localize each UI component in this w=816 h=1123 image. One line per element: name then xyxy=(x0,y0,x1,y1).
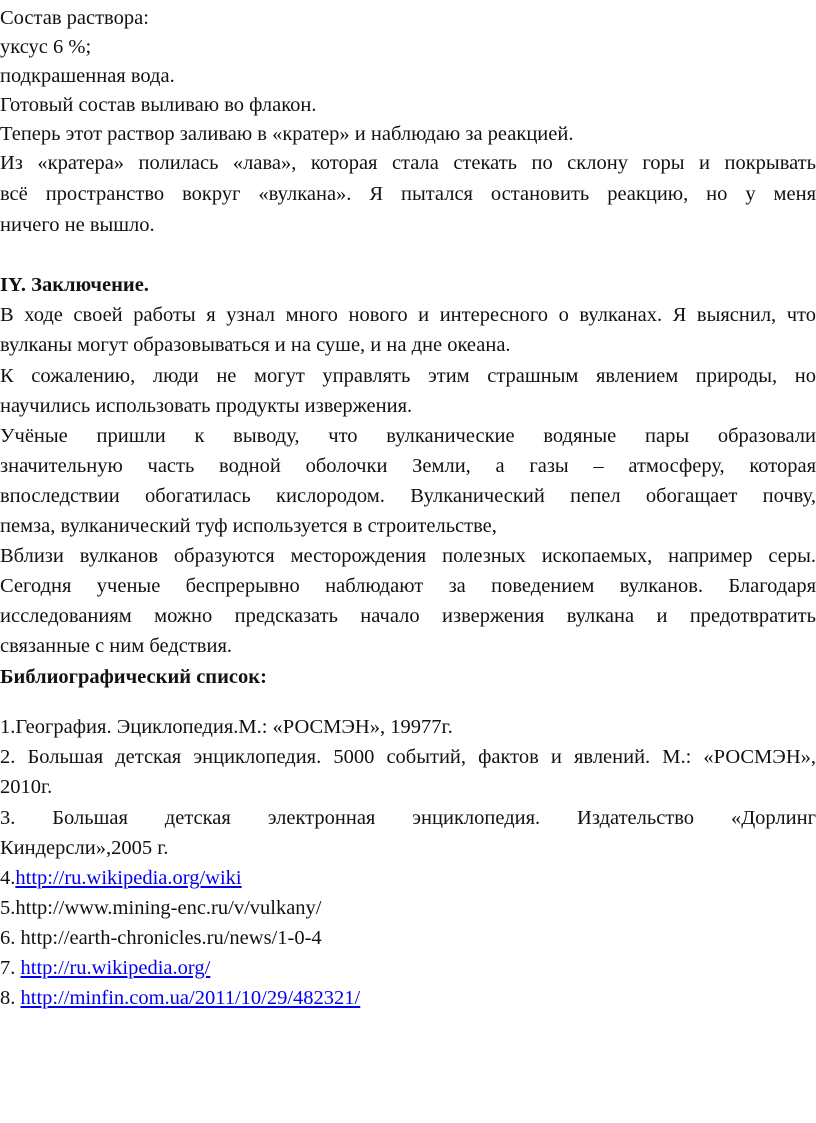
bibliography-item-2-line-2: 2010г. xyxy=(0,776,53,798)
bibliography-item-3-line-2: Киндерсли»,2005 г. xyxy=(0,837,169,859)
conclusion-p3-line-1: Учёные пришли к выводу, что вулканические водяные пары образовали xyxy=(0,425,816,447)
step-lava-line-3: ничего не вышло. xyxy=(0,214,155,236)
composition-heading: Состав раствора: xyxy=(0,7,149,29)
conclusion-p1-line-1: В ходе своей работы я узнал много нового и интересного о вулканах. Я выяснил, что xyxy=(0,304,816,326)
bibliography-item-2-line-1: 2. Большая детская энциклопедия. 5000 событий, фактов и явлений. М.: «РОСМЭН», xyxy=(0,746,816,768)
bibliography-item-8 xyxy=(0,984,816,1013)
conclusion-p3-line-3: впоследствии обогатилась кислородом. Вулканический пепел обогащает почву, xyxy=(0,485,816,507)
bibliography-item-8-number: 8. xyxy=(0,987,21,1009)
conclusion-p5-line-2: исследованиям можно предсказать начало извержения вулкана и предотвратить xyxy=(0,605,816,627)
minfin-link[interactable]: http://minfin.com.ua/2011/10/29/482321/ xyxy=(20,987,361,1009)
bibliography-item-6: 6. http://earth-chronicles.ru/news/1-0-4 xyxy=(0,927,322,949)
bibliography-item-4-number: 4. xyxy=(0,867,16,889)
bibliography-heading: Библиографический список: xyxy=(0,666,267,688)
conclusion-p5-line-3: связанные с ним бедствия. xyxy=(0,635,233,657)
ingredient-colored-water: подкрашенная вода. xyxy=(0,65,175,87)
bibliography-item-3-line-1: 3. Большая детская электронная энциклопедия. Издательство «Дорлинг xyxy=(0,807,816,829)
step-lava-line-2: всё пространство вокруг «вулкана». Я пытался остановить реакцию, но у меня xyxy=(0,183,816,205)
step-pour-into-crater: Теперь этот раствор заливаю в «кратер» и наблюдаю за реакцией. xyxy=(0,123,574,145)
ingredient-vinegar: уксус 6 %; xyxy=(0,36,92,58)
bibliography-item-7-number: 7. xyxy=(0,957,21,979)
conclusion-p2-line-1: К сожалению, люди не могут управлять этим страшным явлением природы, но xyxy=(0,365,816,387)
wikipedia-wiki-link[interactable]: http://ru.wikipedia.org/wiki xyxy=(15,867,242,889)
conclusion-p1-line-2: вулканы могут образовываться и на суше, и на дне океана. xyxy=(0,334,511,356)
bibliography-item-5: 5.http://www.mining-enc.ru/v/vulkany/ xyxy=(0,897,322,919)
step-pour-into-flask: Готовый состав выливаю во флакон. xyxy=(0,94,317,116)
bibliography-item-7 xyxy=(0,954,816,983)
conclusion-p3-line-2: значительную часть водной оболочки Земли, а газы – атмосферу, которая xyxy=(0,455,816,477)
conclusion-heading: IY. Заключение. xyxy=(0,274,149,296)
conclusion-p5-line-1: Сегодня ученые беспрерывно наблюдают за поведением вулканов. Благодаря xyxy=(0,575,816,597)
conclusion-p2-line-2: научились использовать продукты извержения. xyxy=(0,395,413,417)
wikipedia-link[interactable]: http://ru.wikipedia.org/ xyxy=(20,957,211,979)
bibliography-item-4 xyxy=(0,864,816,893)
step-lava-line-1: Из «кратера» полилась «лава», которая стала стекать по склону горы и покрывать xyxy=(0,152,816,174)
conclusion-p3-line-4: пемза, вулканический туф используется в строительстве, xyxy=(0,515,497,537)
bibliography-item-1: 1.География. Эциклопедия.М.: «РОСМЭН», 19977г. xyxy=(0,716,453,738)
conclusion-p4-line-1: Вблизи вулканов образуются месторождения полезных ископаемых, например серы. xyxy=(0,545,816,567)
